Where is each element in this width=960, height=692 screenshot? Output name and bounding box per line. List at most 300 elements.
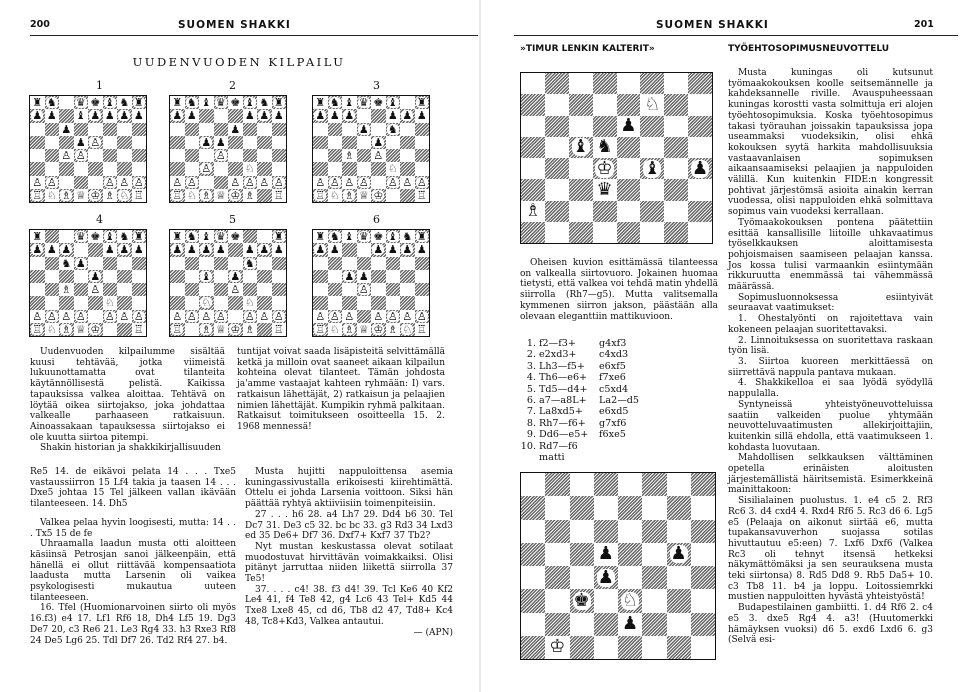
board-square	[30, 283, 45, 296]
white-bishop-icon: ♗	[201, 188, 212, 202]
board-square	[691, 589, 715, 612]
white-pawn-icon: ♙	[315, 309, 326, 323]
board-square	[357, 123, 372, 136]
black-bishop-icon: ♝	[104, 96, 115, 110]
black-pawn-icon: ♟	[172, 243, 183, 257]
paragraph: Sopimusluonnoksessa esiintyivät seuraavat vaatimukset:	[728, 292, 933, 314]
board-square	[88, 310, 103, 323]
board-square	[170, 270, 185, 283]
white-rook-icon: ♖	[416, 322, 427, 336]
board-square	[328, 310, 343, 323]
board-square	[59, 149, 74, 162]
board-square	[400, 136, 415, 149]
board-square	[521, 137, 545, 158]
board-square	[545, 589, 569, 612]
black-pawn-icon: ♟	[387, 243, 398, 257]
white-pawn-icon: ♙	[344, 175, 355, 189]
board-square	[667, 589, 691, 612]
board-square	[117, 176, 132, 189]
black-rook-icon: ♜	[315, 230, 326, 244]
board-square	[170, 310, 185, 323]
black-pawn-icon: ♟	[104, 243, 115, 257]
white-pawn-icon: ♙	[46, 309, 57, 323]
black-knight-icon: ♞	[402, 230, 413, 244]
board-square	[640, 201, 664, 222]
board-square	[371, 176, 386, 189]
board-square	[521, 179, 545, 200]
board-square	[45, 323, 60, 336]
board-square	[386, 176, 401, 189]
paragraph: 27 . . . h6 28. a4 Lh7 29. Dd4 b6 30. Tel Dc7 31. De3 c5 32. bc bc 33. g3 Rd3 34 Lxd3 ed 35 De6+ Df7 36. Dxf7+ Kxf7 37 Tb2?	[245, 509, 453, 542]
black-pawn-icon: ♟	[201, 135, 212, 149]
white-bishop-icon: ♗	[524, 200, 541, 222]
black-knight-icon: ♞	[259, 96, 270, 110]
white-king-icon: ♔	[90, 322, 101, 336]
board-square	[545, 201, 569, 222]
board-square	[593, 116, 617, 137]
board-square	[117, 310, 132, 323]
board-square	[313, 310, 328, 323]
board-square	[257, 296, 272, 309]
board-square	[545, 636, 569, 659]
board-square	[30, 296, 45, 309]
board-square	[313, 162, 328, 175]
board-square	[594, 543, 618, 566]
board-square	[593, 201, 617, 222]
black-pawn-icon: ♟	[244, 243, 255, 257]
board-square	[642, 636, 666, 659]
white-bishop-icon: ♗	[344, 322, 355, 336]
board-square	[74, 162, 89, 175]
board-square	[272, 323, 287, 336]
board-square	[688, 222, 712, 243]
board-square	[386, 296, 401, 309]
board-square	[664, 222, 688, 243]
board-square	[342, 96, 357, 109]
black-pawn-icon: ♟	[230, 122, 241, 136]
black-knight-icon: ♞	[46, 96, 57, 110]
board-square	[103, 109, 118, 122]
board-square	[185, 283, 200, 296]
board-square	[257, 189, 272, 202]
board-square	[313, 189, 328, 202]
board-square	[74, 96, 89, 109]
white-rook-icon: ♖	[315, 188, 326, 202]
chess-diagram	[312, 95, 430, 203]
board-square	[342, 162, 357, 175]
board-square	[691, 496, 715, 519]
board-square	[688, 137, 712, 158]
board-square	[30, 230, 45, 243]
board-square	[593, 137, 617, 158]
board-square	[415, 96, 430, 109]
board-square	[214, 310, 229, 323]
black-pawn-icon: ♟	[344, 109, 355, 123]
board-square	[243, 283, 258, 296]
white-knight-icon: ♘	[244, 162, 255, 176]
board-square	[400, 296, 415, 309]
black-bishop-icon: ♝	[387, 230, 398, 244]
board-square	[74, 189, 89, 202]
board-square	[328, 109, 343, 122]
board-square	[342, 323, 357, 336]
board-square	[400, 230, 415, 243]
board-square	[521, 94, 545, 115]
white-rook-icon: ♖	[133, 322, 144, 336]
white-pawn-icon: ♙	[104, 175, 115, 189]
board-label: 3	[373, 79, 380, 92]
board-square	[30, 109, 45, 122]
board-square	[74, 243, 89, 256]
white-queen-icon: ♕	[358, 322, 369, 336]
board-square	[199, 283, 214, 296]
board-square	[521, 116, 545, 137]
black-pawn-icon: ♟	[201, 243, 212, 257]
board-square	[199, 162, 214, 175]
board-square	[400, 323, 415, 336]
chess-diagram	[312, 229, 430, 337]
board-square	[132, 176, 147, 189]
board-square	[545, 520, 569, 543]
white-move: f2—f3+	[539, 338, 576, 349]
move-number: 10.	[520, 440, 536, 452]
board-square	[243, 270, 258, 283]
white-move: Dd6—e5+	[539, 429, 589, 441]
board-square	[667, 613, 691, 636]
running-head: SUOMEN SHAKKI	[656, 19, 769, 31]
board-square	[257, 96, 272, 109]
board-square	[243, 176, 258, 189]
board-square	[342, 257, 357, 270]
board-square	[545, 158, 569, 179]
board-square	[386, 162, 401, 175]
board-square	[371, 243, 386, 256]
board-square	[45, 283, 60, 296]
board-square	[228, 162, 243, 175]
board-square	[617, 94, 641, 115]
white-pawn-icon: ♙	[186, 175, 197, 189]
board-square	[103, 189, 118, 202]
board-square	[74, 149, 89, 162]
board-square	[313, 296, 328, 309]
board-square	[132, 96, 147, 109]
board-square	[88, 243, 103, 256]
white-knight-icon: ♘	[46, 188, 57, 202]
board-square	[103, 296, 118, 309]
board-square	[45, 270, 60, 283]
board-square	[617, 201, 641, 222]
board-square	[214, 189, 229, 202]
board-square	[545, 613, 569, 636]
black-pawn-icon: ♟	[273, 109, 284, 123]
board-square	[593, 94, 617, 115]
white-pawn-icon: ♙	[119, 309, 130, 323]
board-label: 1	[96, 79, 103, 92]
black-queen-icon: ♛	[358, 230, 369, 244]
black-pawn-icon: ♟	[315, 109, 326, 123]
board-square	[415, 109, 430, 122]
board-square	[570, 543, 594, 566]
paragraph: Re5 14. de eikävoi pelata 14 . . . Txe5 vastaussiirron 15 Lf4 takia ja taasen 14 . . . Dxe5 johtaa 15 Tel jälkeen vallan ikävään tilanteeseen. 14. Dh5	[30, 467, 236, 510]
black-bishop-icon: ♝	[104, 230, 115, 244]
board-square	[214, 230, 229, 243]
board-square	[521, 543, 545, 566]
paragraph: tuntijat voivat saada lisäpisteitä selvittämällä ketkä ja milloin ovat saaneet aikaan kilpailun kohteina olevat tilanteet. Tämän johdosta ja'amme vastaajat kahteen ryhmään: I) vars. ratkaisun lähettäjät, 2) ratkaisun ja pelaajien nimien lähettäjät. Kumpikin ryhmä palkitaan. Ratkaisut toimitukseen osoitteella 15. 2. 1968 mennessä!	[237, 347, 445, 432]
board-square	[328, 149, 343, 162]
diagram-caption	[520, 258, 718, 322]
board-square	[342, 176, 357, 189]
board-square	[228, 123, 243, 136]
board-square	[570, 589, 594, 612]
black-knight-icon: ♞	[186, 96, 197, 110]
board-square	[688, 73, 712, 94]
paragraph: 4. Shakkikelloa ei saa lyödä syödyllä nappulalla.	[728, 378, 933, 400]
white-king-icon: ♔	[90, 188, 101, 202]
board-square	[59, 176, 74, 189]
board-square	[593, 179, 617, 200]
paragraph: 37. . . . c4! 38. f3 d4! 39. Tcl Ke6 40 Kf2 Le4 41, f4 Te8 42, g4 Lc6 43 Tel+ Kd5 44 Txe8 Lxe8 45, cd d6, Tb8 d2 47, Td8+ Kc4 48, Tc8+Kd3, Valkea antautui.	[245, 584, 453, 627]
board-square	[170, 189, 185, 202]
move-row	[520, 395, 639, 406]
board-square	[386, 257, 401, 270]
board-square	[59, 243, 74, 256]
board-square	[117, 149, 132, 162]
board-square	[272, 283, 287, 296]
board-square	[313, 149, 328, 162]
black-king-icon: ♚	[230, 230, 241, 244]
board-square	[88, 257, 103, 270]
board-square	[594, 520, 618, 543]
move-number: 4.	[526, 372, 536, 384]
board-square	[342, 243, 357, 256]
white-knight-icon: ♘	[201, 296, 212, 310]
board-square	[640, 158, 664, 179]
board-square	[642, 566, 666, 589]
black-bishop-icon: ♝	[75, 109, 86, 123]
board-square	[371, 283, 386, 296]
board-square	[594, 613, 618, 636]
board-square	[257, 149, 272, 162]
board-square	[642, 589, 666, 612]
board-square	[199, 296, 214, 309]
article-text	[728, 68, 933, 646]
board-square	[545, 94, 569, 115]
move-list	[520, 338, 639, 463]
board-square	[103, 123, 118, 136]
black-move: c4xd3	[599, 349, 629, 361]
board-square	[228, 283, 243, 296]
board-square	[214, 149, 229, 162]
board-square	[30, 96, 45, 109]
white-knight-icon: ♘	[46, 322, 57, 336]
black-bishop-icon: ♝	[244, 96, 255, 110]
board-square	[214, 136, 229, 149]
board-square	[228, 323, 243, 336]
board-square	[386, 109, 401, 122]
board-square	[415, 310, 430, 323]
board-square	[199, 136, 214, 149]
white-knight-icon: ♘	[329, 188, 340, 202]
white-pawn-icon: ♙	[75, 309, 86, 323]
board-square	[103, 283, 118, 296]
black-knight-icon: ♞	[119, 230, 130, 244]
board-square	[103, 257, 118, 270]
board-square	[371, 136, 386, 149]
black-king-icon: ♚	[373, 96, 384, 110]
white-pawn-icon: ♙	[315, 175, 326, 189]
black-pawn-icon: ♟	[46, 243, 57, 257]
board-square	[185, 243, 200, 256]
black-pawn-icon: ♟	[133, 243, 144, 257]
black-queen-icon: ♛	[215, 230, 226, 244]
board-square	[228, 310, 243, 323]
board-square	[386, 136, 401, 149]
black-knight-icon: ♞	[596, 136, 613, 158]
board-square	[313, 257, 328, 270]
board-square	[618, 473, 642, 496]
board-square	[132, 270, 147, 283]
white-rook-icon: ♖	[273, 322, 284, 336]
board-square	[59, 283, 74, 296]
board-square	[691, 543, 715, 566]
board-square	[593, 222, 617, 243]
board-square	[88, 323, 103, 336]
board-square	[667, 473, 691, 496]
board-square	[313, 230, 328, 243]
black-pawn-icon: ♟	[691, 157, 709, 179]
black-pawn-icon: ♟	[329, 243, 340, 257]
board-square	[103, 323, 118, 336]
board-square	[214, 257, 229, 270]
white-pawn-icon: ♙	[416, 175, 427, 189]
board-square	[74, 176, 89, 189]
board-square	[688, 158, 712, 179]
white-king-icon: ♔	[230, 322, 241, 336]
paragraph: Mahdollisen selkkauksen välttäminen opetella erinäisten aloitusten järjestemällistä häiritsemistä. Esimerkkeinä mainittakoon:	[728, 453, 933, 496]
board-label: 4	[96, 213, 103, 226]
board-square	[521, 589, 545, 612]
white-pawn-icon: ♙	[215, 309, 226, 323]
black-rook-icon: ♜	[273, 96, 284, 110]
white-pawn-icon: ♙	[133, 309, 144, 323]
board-square	[243, 257, 258, 270]
board-square	[117, 270, 132, 283]
white-bishop-icon: ♗	[104, 188, 115, 202]
white-knight-icon: ♘	[402, 322, 413, 336]
move-number: 2.	[526, 349, 536, 361]
board-square	[313, 123, 328, 136]
board-square	[570, 520, 594, 543]
black-rook-icon: ♜	[172, 96, 183, 110]
board-square	[667, 496, 691, 519]
board-square	[313, 176, 328, 189]
paragraph: 3. Siirtoa kuoreen merkittäessä on siirrettävä nappula pantava mukaan.	[728, 356, 933, 378]
board-square	[228, 149, 243, 162]
board-square	[386, 283, 401, 296]
board-square	[357, 283, 372, 296]
board-square	[371, 162, 386, 175]
board-square	[272, 176, 287, 189]
board-square	[103, 310, 118, 323]
board-square	[357, 230, 372, 243]
board-square	[342, 283, 357, 296]
white-king-icon: ♔	[373, 188, 384, 202]
black-knight-icon: ♞	[329, 96, 340, 110]
board-square	[328, 96, 343, 109]
white-pawn-icon: ♙	[329, 175, 340, 189]
move-number: 1.	[526, 338, 536, 349]
board-square	[664, 137, 688, 158]
board-square	[415, 162, 430, 175]
black-queen-icon: ♛	[215, 96, 226, 110]
white-pawn-icon: ♙	[61, 149, 72, 163]
board-square	[257, 323, 272, 336]
board-square	[185, 310, 200, 323]
black-rook-icon: ♜	[273, 230, 284, 244]
intro-text-cont	[237, 347, 445, 433]
board-square	[357, 310, 372, 323]
white-pawn-icon: ♙	[230, 283, 241, 297]
board-square	[257, 176, 272, 189]
white-king-icon: ♔	[373, 322, 384, 336]
board-square	[272, 230, 287, 243]
board-square	[400, 257, 415, 270]
board-square	[30, 123, 45, 136]
board-square	[243, 323, 258, 336]
board-square	[170, 176, 185, 189]
board-square	[228, 189, 243, 202]
board-square	[328, 162, 343, 175]
board-square	[185, 109, 200, 122]
board-square	[132, 109, 147, 122]
board-square	[132, 189, 147, 202]
board-square	[594, 566, 618, 589]
white-pawn-icon: ♙	[358, 175, 369, 189]
board-square	[170, 162, 185, 175]
white-pawn-icon: ♙	[75, 149, 86, 163]
board-square	[88, 149, 103, 162]
board-square	[185, 96, 200, 109]
black-rook-icon: ♜	[133, 230, 144, 244]
board-square	[170, 296, 185, 309]
black-move: f6xe5	[599, 429, 626, 441]
board-square	[617, 158, 641, 179]
board-square	[272, 189, 287, 202]
board-square	[272, 296, 287, 309]
board-square	[74, 323, 89, 336]
board-square	[185, 270, 200, 283]
board-square	[214, 123, 229, 136]
board-square	[59, 189, 74, 202]
white-pawn-icon: ♙	[215, 149, 226, 163]
board-square	[30, 310, 45, 323]
board-square	[342, 189, 357, 202]
black-rook-icon: ♜	[315, 96, 326, 110]
board-square	[400, 283, 415, 296]
board-square	[664, 116, 688, 137]
paragraph: Uhraamalla laadun musta otti aloitteen käsiinsä Petrosjan sanoi jälkeenpäin, että hänellä ei ollut riittävää kompensaatiota laadusta mutta Larsenin oli vaikea psykologisesti mukautua uuteen tilanteeseen.	[30, 539, 236, 603]
white-pawn-icon: ♙	[32, 309, 43, 323]
black-king-icon: ♚	[90, 96, 101, 110]
board-square	[272, 136, 287, 149]
board-square	[328, 243, 343, 256]
board-square	[272, 243, 287, 256]
board-square	[594, 589, 618, 612]
board-square	[117, 136, 132, 149]
board-square	[594, 473, 618, 496]
black-move: c5xd4	[599, 383, 629, 395]
board-square	[386, 270, 401, 283]
